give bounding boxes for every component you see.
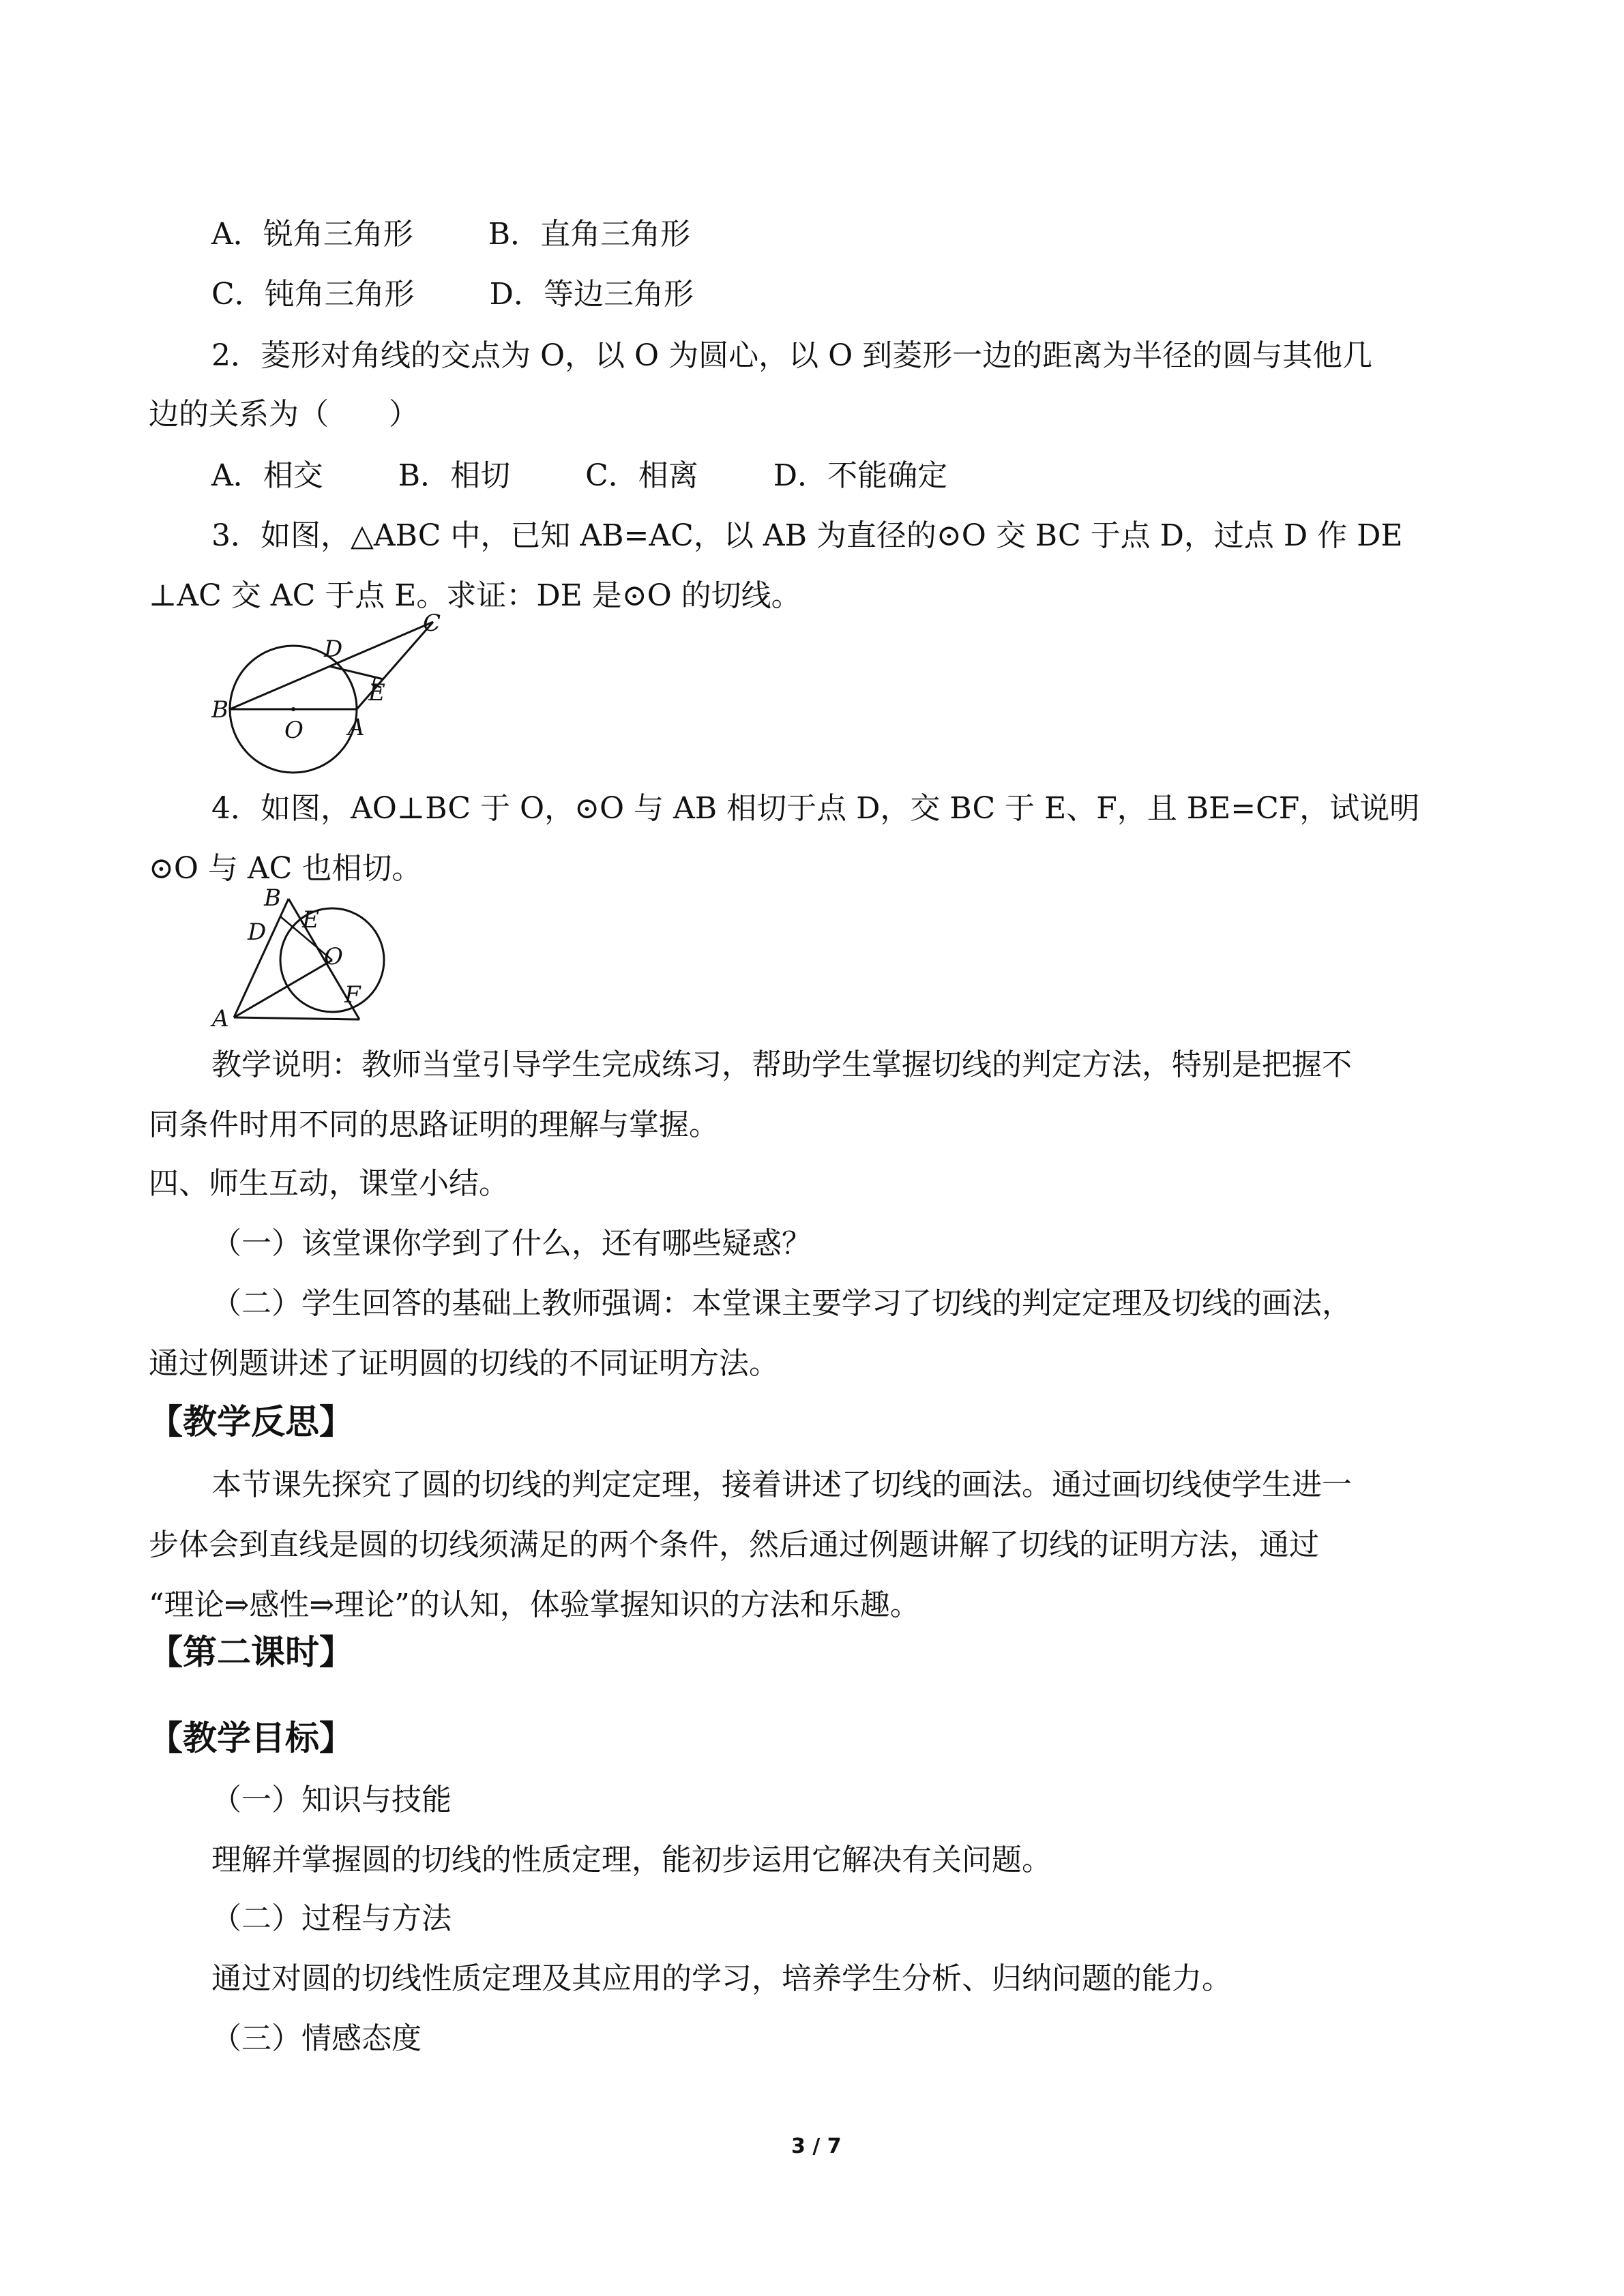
teaching-note-line2: 同条件时用不同的思路证明的理解与掌握。 [149, 1107, 719, 1142]
reflection-line1: 本节课先探究了圆的切线的判定定理，接着讲述了切线的画法。通过画切线使学生进一 [211, 1467, 1352, 1502]
objectives-knowledge-text: 理解并掌握圆的切线的性质定理，能初步运用它解决有关问题。 [211, 1843, 1052, 1877]
objectives-emotion-title: （三）情感态度 [211, 2021, 422, 2056]
q3-label-a: A [348, 714, 365, 741]
q3-label-o: O [284, 717, 304, 744]
q1-options-row2 [211, 275, 694, 314]
q3-label-d: D [324, 636, 343, 663]
q3-label-c: C [423, 610, 441, 637]
objectives-heading: 【教学目标】 [149, 1718, 353, 1758]
q2-line2: 边的关系为（ ） [149, 397, 419, 432]
q3-line1: 3．如图，△ABC 中，已知 AB=AC，以 AB 为直径的⊙O 交 BC 于点 D，过点 D 作 DE [211, 518, 1403, 553]
page-number: 3 / 7 [791, 2134, 842, 2158]
option-b: B．直角三角形 [488, 217, 691, 252]
q3-figure [205, 610, 450, 781]
reflection-heading: 【教学反思】 [149, 1402, 353, 1442]
objectives-process-title: （二）过程与方法 [211, 1901, 452, 1936]
q3-line2: ⊥AC 交 AC 于点 E。求证：DE 是⊙O 的切线。 [149, 578, 801, 613]
section4-title: 四、师生互动，课堂小结。 [149, 1166, 509, 1201]
objectives-knowledge-title: （一）知识与技能 [211, 1783, 452, 1817]
q2-option-b: B．相切 [398, 458, 511, 493]
q4-label-o: O [324, 943, 343, 970]
q4-label-a: A [212, 1005, 229, 1032]
q2-option-d: D．不能确定 [773, 458, 948, 493]
q4-label-d: D [248, 919, 267, 946]
q4-line1: 4．如图，AO⊥BC 于 O，⊙O 与 AB 相切于点 D，交 BC 于 E、F，且 BE=CF，试说明 [211, 791, 1420, 826]
section4-p2-line2: 通过例题讲述了证明圆的切线的不同证明方法。 [149, 1346, 779, 1381]
section4-p2-line1: （二）学生回答的基础上教师强调：本堂课主要学习了切线的判定定理及切线的画法， [211, 1286, 1352, 1321]
q2-option-c: C．相离 [585, 458, 698, 493]
q3-center-dot [291, 707, 295, 711]
option-a: A．锐角三角形 [211, 217, 413, 252]
q4-figure [208, 886, 392, 1037]
q4-segment-ac [234, 1017, 359, 1019]
q1-options-row1 [211, 215, 690, 254]
option-c: C．钝角三角形 [211, 277, 415, 312]
q3-label-b: B [211, 696, 228, 724]
q4-label-b: B [264, 886, 281, 912]
reflection-line2: 步体会到直线是圆的切线须满足的两个条件，然后通过例题讲解了切线的证明方法，通过 [149, 1527, 1319, 1562]
objectives-process-text: 通过对圆的切线性质定理及其应用的学习，培养学生分析、归纳问题的能力。 [211, 1961, 1232, 1996]
q4-line2: ⊙O 与 AC 也相切。 [149, 851, 422, 886]
q3-label-e: E [368, 679, 385, 706]
section4-p1: （一）该堂课你学到了什么，还有哪些疑惑？ [211, 1226, 812, 1261]
teaching-note-line1: 教学说明：教师当堂引导学生完成练习，帮助学生掌握切线的判定方法，特别是把握不 [211, 1047, 1352, 1082]
second-lesson-heading: 【第二课时】 [149, 1632, 353, 1672]
q2-option-a: A．相交 [211, 458, 323, 493]
q4-label-e: E [302, 906, 319, 934]
q2-options [211, 457, 947, 495]
q4-label-f: F [344, 981, 361, 1009]
q2-line1: 2．菱形对角线的交点为 O，以 O 为圆心，以 O 到菱形一边的距离为半径的圆与其他几 [211, 338, 1373, 373]
reflection-line3: “理论⇒感性⇒理论”的认知，体验掌握知识的方法和乐趣。 [149, 1587, 920, 1622]
option-d: D．等边三角形 [489, 277, 694, 312]
